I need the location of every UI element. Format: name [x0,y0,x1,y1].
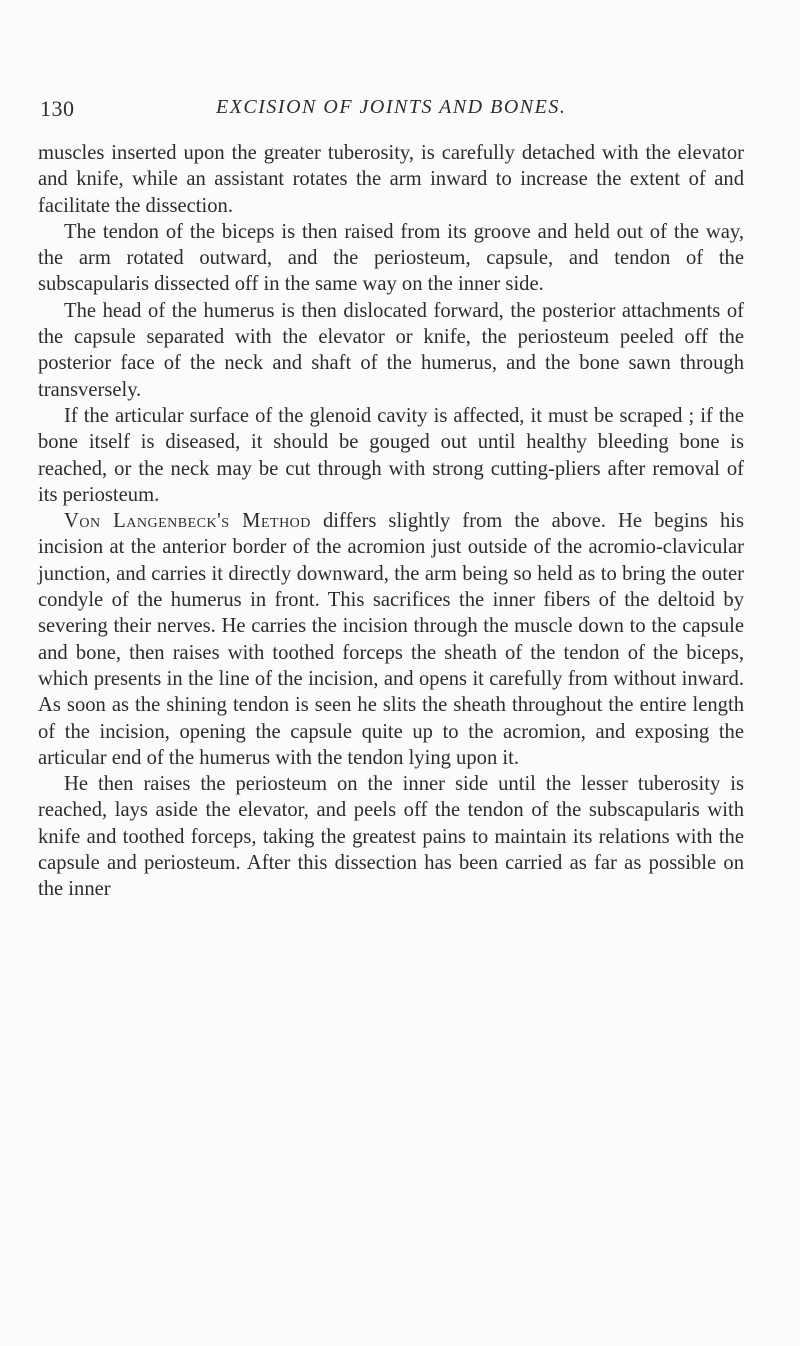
paragraph-text: If the articular surface of the glenoid cavity is affected, it must be scraped ; if the bone itself is diseased, it should be gouged out until healthy bleeding bone is reached, or the neck may be cut through with strong cutting-pliers after removal of its periosteum. [38,404,744,506]
page-header [40,96,740,124]
paragraph-3 [38,298,744,403]
paragraph-text: muscles inserted upon the greater tuberosity, is carefully detached with the elevator and knife, while an assistant rotates the arm inward to increase the extent of and facilitate the dissection. [38,142,744,217]
paragraph-6 [38,771,744,902]
paragraph-text: differs slightly from the above. He begins his incision at the anterior border of the acromion just outside of the acromio-clavicular junction, and carries it directly downward, the arm being so held as to bring the outer condyle of the humerus in front. This sacrifices the inner fibers of the deltoid by severing their nerves. He carries the incision through the muscle down to the capsule and bone, then raises with toothed forceps the sheath of the tendon of the biceps, which presents in the line of the incision, and opens it carefully from without inward. As soon as the shining tendon is seen he slits the sheath throughout the entire length of the incision, opening the capsule quite up to the acromion, and exposing the articular end of the humerus with the tendon lying upon it. [38,510,744,769]
section-heading: Von Langenbeck's Method [64,510,311,533]
paragraph-text: The tendon of the biceps is then raised from its groove and held out of the way, the arm rotated outward, and the periosteum, capsule, and tendon of the subscapularis dissected off in the same way on the inner side. [38,220,744,296]
paragraph-1 [38,140,744,219]
paragraph-text: He then raises the periosteum on the inner side until the lesser tuberosity is reached, lays aside the elevator, and peels off the tendon of the subscapularis with knife and toothed forceps, taking the greatest pains to maintain its relations with the capsule and periosteum. After this dissection has been carried as far as possible on the inner [38,773,744,901]
paragraph-5 [38,508,744,771]
paragraph-4 [38,403,744,508]
paragraph-2 [38,219,744,298]
page-number: 130 [40,96,75,121]
running-title: EXCISION OF JOINTS AND BONES. [216,96,567,118]
paragraph-text: The head of the humerus is then dislocated forward, the posterior attachments of the capsule separated with the elevator or knife, the periosteum peeled off the posterior face of the neck and shaft of the humerus, and the bone sawn through transversely. [38,299,744,401]
body-text [38,140,744,903]
